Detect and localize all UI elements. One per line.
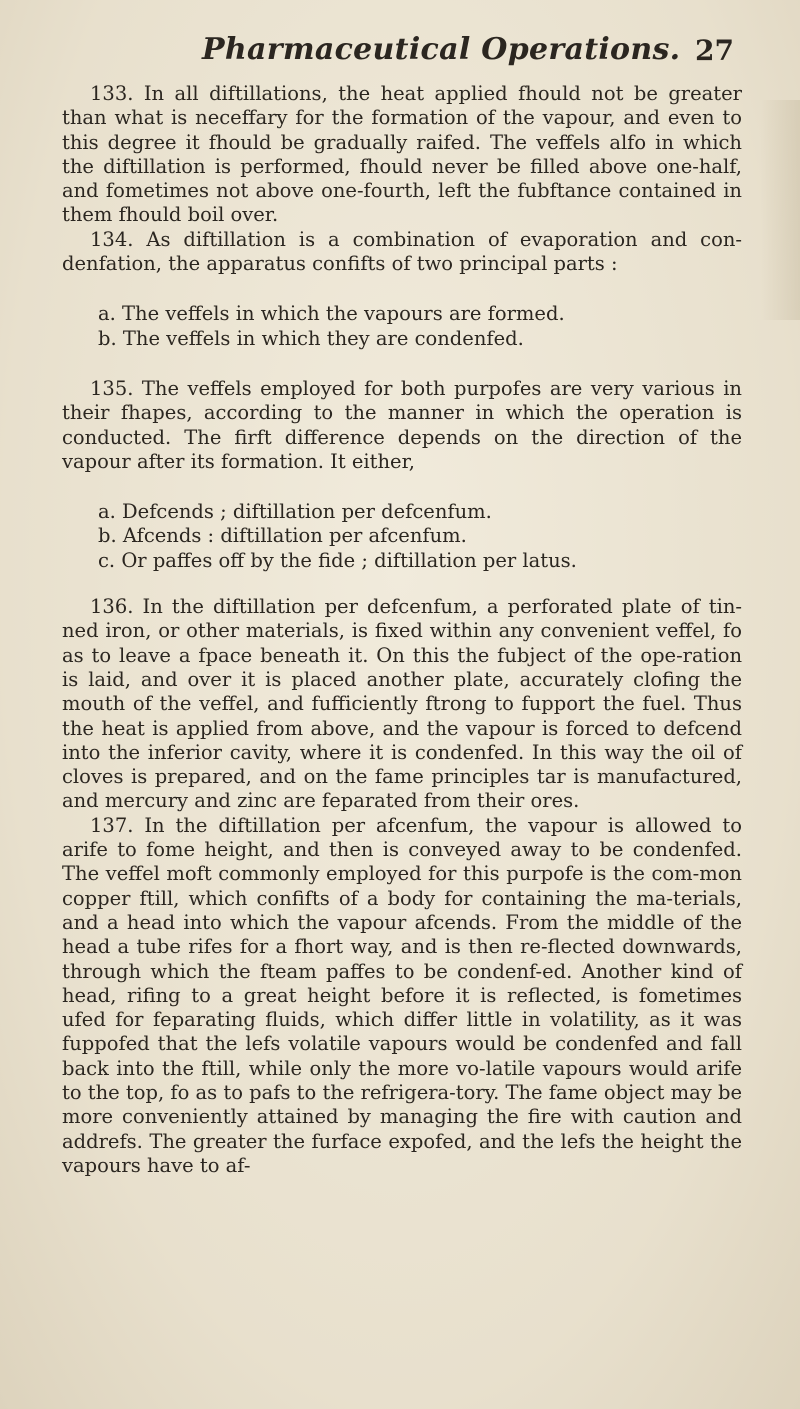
body-text: [62, 82, 742, 1178]
list-item-135-a: a. Defcends ; diftillation per defcenfum.: [98, 500, 492, 524]
list-item-134-a: a. The veffels in which the vapours are formed.: [98, 302, 565, 326]
paragraph-134: 134. As diftillation is a combination of evaporation and con-denfation, the apparatus confifts of two principal parts :: [62, 227, 742, 276]
running-title: Pharmaceutical Operations.: [202, 32, 681, 67]
spacer: [62, 573, 742, 595]
list-135: [62, 500, 742, 573]
spacer: [62, 474, 742, 500]
page-edge-stain: [760, 100, 800, 320]
paragraph-137: 137. In the diftillation per afcenfum, the vapour is allowed to arife to fome height, and then is conveyed away to be condenfed. The veffel moft commonly employed for this purpofe is the com-mon copper ftill, which confifts of a body for containing the ma-terials, and a head into which the vapour afcends. From the middle of the head a tube rifes for a fhort way, and is then re-flected downwards, through which the fteam paffes to be condenf-ed. Another kind of head, rifing to a great height before it is reflected, is fometimes ufed for feparating fluids, which differ little in volatility, as it was fuppofed that the lefs volatile vapours would be condenfed and fall back into the ftill, while only the more vo-latile vapours would arife to the top, fo as to pafs to the refrigera-tory. The fame object may be more conveniently attained by managing the fire with caution and addrefs. The greater the furface expofed, and the lefs the height the vapours have to af-: [62, 813, 742, 1177]
list-item-134-b: b. The veffels in which they are condenfed.: [98, 326, 524, 350]
paragraph-135: 135. The veffels employed for both purpofes are very various in their fhapes, according to the manner in which the operation is conducted. The firft difference depends on the direction of the vapour after its formation. It either,: [62, 376, 742, 473]
spacer: [62, 351, 742, 377]
paragraph-133: 133. In all diftillations, the heat applied fhould not be greater than what is neceffary for the formation of the vapour, and even to this degree it fhould be gradually raifed. The veffels alfo in which the diftillation is performed, fhould never be filled above one-half, and fometimes not above one-fourth, left the fubftance contained in them fhould boil over.: [62, 82, 742, 227]
spacer: [62, 276, 742, 302]
page-header: [62, 22, 742, 82]
list-134: [62, 302, 742, 351]
page-number: 27: [695, 34, 734, 67]
paragraph-136: 136. In the diftillation per defcenfum, a perforated plate of tin-ned iron, or other materials, is fixed within any convenient veffel, fo as to leave a fpace beneath it. On this the fubject of the ope-ration is laid, and over it is placed another plate, accurately clofing the mouth of the veffel, and fufficiently ftrong to fupport the fuel. Thus the heat is applied from above, and the vapour is forced to defcend into the inferior cavity, where it is condenfed. In this way the oil of cloves is prepared, and on the fame principles tar is manufactured, and mercury and zinc are feparated from their ores.: [62, 595, 742, 813]
list-item-135-c: c. Or paffes off by the fide ; diftillation per latus.: [98, 548, 577, 572]
list-item-135-b: b. Afcends : diftillation per afcenfum.: [98, 524, 467, 548]
